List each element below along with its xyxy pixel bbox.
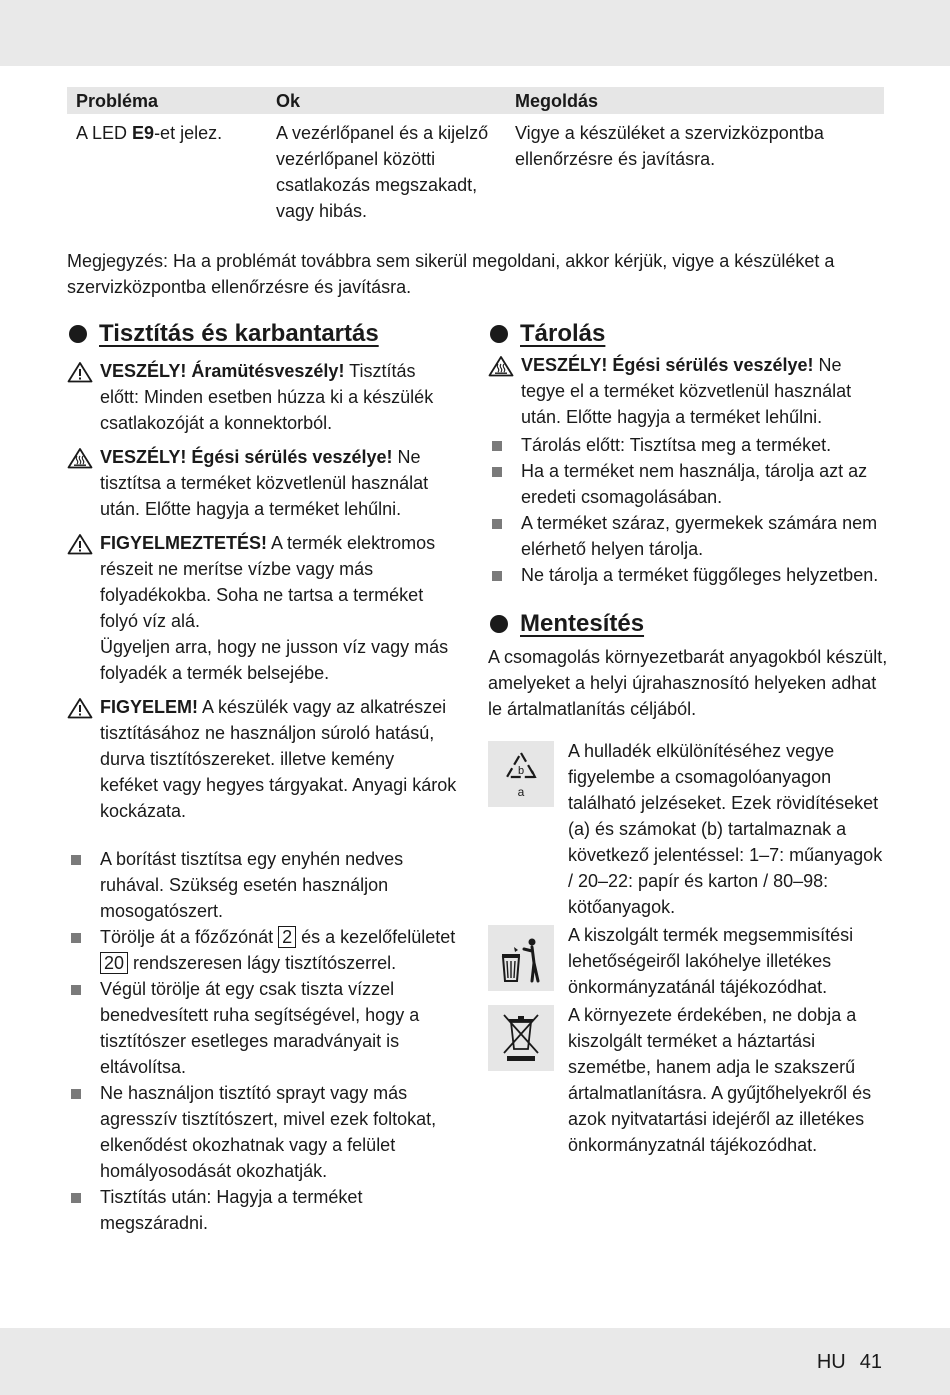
recycle-label-b: b — [517, 765, 525, 777]
hot-surface-warning-icon — [67, 447, 93, 469]
list-item: Tárolás előtt: Tisztítsa meg a terméket. — [488, 432, 888, 458]
list-item: A borítást tisztítsa egy enyhén nedves ruhával. Szükség esetén használjon mosogatószert. — [67, 846, 457, 924]
troubleshooting-table — [67, 87, 884, 226]
recycling-symbol-icon — [488, 741, 554, 807]
header-solution: Megoldás — [515, 91, 599, 111]
storage-list — [488, 432, 888, 588]
crossed-bin-weee-icon — [488, 1005, 554, 1071]
trash-info — [488, 922, 888, 1000]
list-item: Ne tárolja a terméket függőleges helyzetben. — [488, 562, 888, 588]
cleaning-section — [67, 318, 457, 1236]
footer-band — [0, 1328, 950, 1395]
trash-text: A kiszolgált termék megsemmisítési lehetőségeiről lakóhelye illetékes önkormányzatánál tájékozódhat. — [568, 925, 854, 997]
recycling-text: A hulladék elkülönítéséhez vegye figyelembe a csomagolóanyagon található jelzéseket. Ezek rövidítéseket (a) és számokat (b) tartalmaznak a következő jelentéssel: 1–7: műanyagok / 20–22: papír és karton / 80–98: kötőanyagok. — [568, 741, 883, 917]
warning-triangle-icon — [67, 361, 93, 383]
recycling-info — [488, 738, 888, 920]
list-item: Törölje át a főzőzónát 2 és a kezelőfelületet 20 rendszeresen lágy tisztítószerrel. — [67, 924, 457, 976]
table-row — [67, 114, 884, 226]
cleaning-list — [67, 846, 457, 1236]
ref-box-control-panel: 20 — [100, 952, 128, 974]
storage-disposal-column — [488, 318, 888, 1160]
problem-suffix: -et jelez. — [154, 123, 223, 143]
note-paragraph: Megjegyzés: Ha a problémát továbbra sem sikerül megoldani, akkor kérjük, vigye a készüléket a szervizközpontba ellenőrzésre és javításra. — [67, 251, 835, 297]
bullet-dot-icon — [490, 615, 508, 633]
cell-problem — [76, 120, 222, 146]
page-footer — [817, 1350, 882, 1374]
recycle-label-a: a — [517, 785, 525, 799]
storage-warning-burn: VESZÉLY! Égési sérülés veszélye! Ne tegye el a terméket közvetlenül használat után. Előtte hagyja a terméket lehűlni. — [488, 352, 888, 430]
bullet-dot-icon — [69, 325, 87, 343]
list-item: A terméket száraz, gyermekek számára nem elérhető helyen tárolja. — [488, 510, 888, 562]
disposal-heading: Mentesítés — [488, 608, 888, 640]
weee-text: A környezete érdekében, ne dobja a kiszolgált terméket a háztartási szemétbe, hanem adja le szakszerű ártalmatlanításra. A gyűjtőhelyekről és azok nyitvatartási idejéről az illetékes önkormányzatnál tájékozódhat. — [568, 1005, 872, 1155]
table-header — [67, 87, 884, 114]
weee-info — [488, 1002, 888, 1158]
list-item: Ne használjon tisztító sprayt vagy más agresszív tisztítószert, mivel ezek foltokat, elkenődést okozhatnak vagy a felület homályosodását okozhatják. — [67, 1080, 457, 1184]
header-problem: Probléma — [76, 91, 159, 111]
ref-box-cooking-zone: 2 — [278, 926, 296, 948]
cell-solution: Vigye a készüléket a szervizközpontba ellenőrzésre és javításra. — [515, 123, 824, 169]
storage-heading: Tárolás — [488, 318, 888, 350]
list-item: Tisztítás után: Hagyja a terméket megszáradni. — [67, 1184, 457, 1236]
language-code: HU — [816, 1351, 846, 1373]
list-item: Ha a terméket nem használja, tárolja azt az eredeti csomagolásában. — [488, 458, 888, 510]
bullet-dot-icon — [490, 325, 508, 343]
problem-prefix: A LED — [76, 123, 133, 143]
disposal-intro: A csomagolás környezetbarát anyagokból készült, amelyeket a helyi újrahasznosító helyeken adhat le ártalmatlanítás céljából. — [488, 647, 888, 719]
cleaning-heading: Tisztítás és karbantartás — [67, 318, 457, 350]
warning-triangle-icon — [67, 697, 93, 719]
error-code: E9 — [132, 123, 155, 143]
header-band — [0, 0, 950, 66]
cell-cause: A vezérlőpanel és a kijelző vezérlőpanel közötti csatlakozás megszakadt, vagy hibás. — [276, 123, 489, 221]
warning-water: FIGYELMEZTETÉS! A termék elektromos részeit ne merítse vízbe vagy más folyadékokba. Soha ne tartsa a terméket folyó víz alá. Ügyeljen arra, hogy ne jusson víz vagy más folyadék a termék belsejébe. — [67, 530, 457, 686]
hot-surface-warning-icon — [488, 355, 514, 377]
header-cause: Ok — [276, 91, 301, 111]
trash-bin-person-icon — [488, 925, 554, 991]
warning-material: FIGYELEM! A készülék vagy az alkatrészei tisztításához ne használjon súroló hatású, durva tisztítószereket. illetve kemény keféket vagy hegyes tárgyakat. Anyagi károk kockázata. — [67, 694, 457, 824]
page-number: 41 — [859, 1351, 882, 1373]
warning-triangle-icon — [67, 533, 93, 555]
warning-burn: VESZÉLY! Égési sérülés veszélye! Ne tisztítsa a terméket közvetlenül használat után. Előtte hagyja a terméket lehűlni. — [67, 444, 457, 522]
warning-electric-shock: VESZÉLY! Áramütésveszély! Tisztítás előtt: Minden esetben húzza ki a készülék csatlakozóját a konnektorból. — [67, 358, 457, 436]
list-item: Végül törölje át egy csak tiszta vízzel benedvesített ruha segítségével, hogy a tisztítószer esetleges maradványait is eltávolítsa. — [67, 976, 457, 1080]
